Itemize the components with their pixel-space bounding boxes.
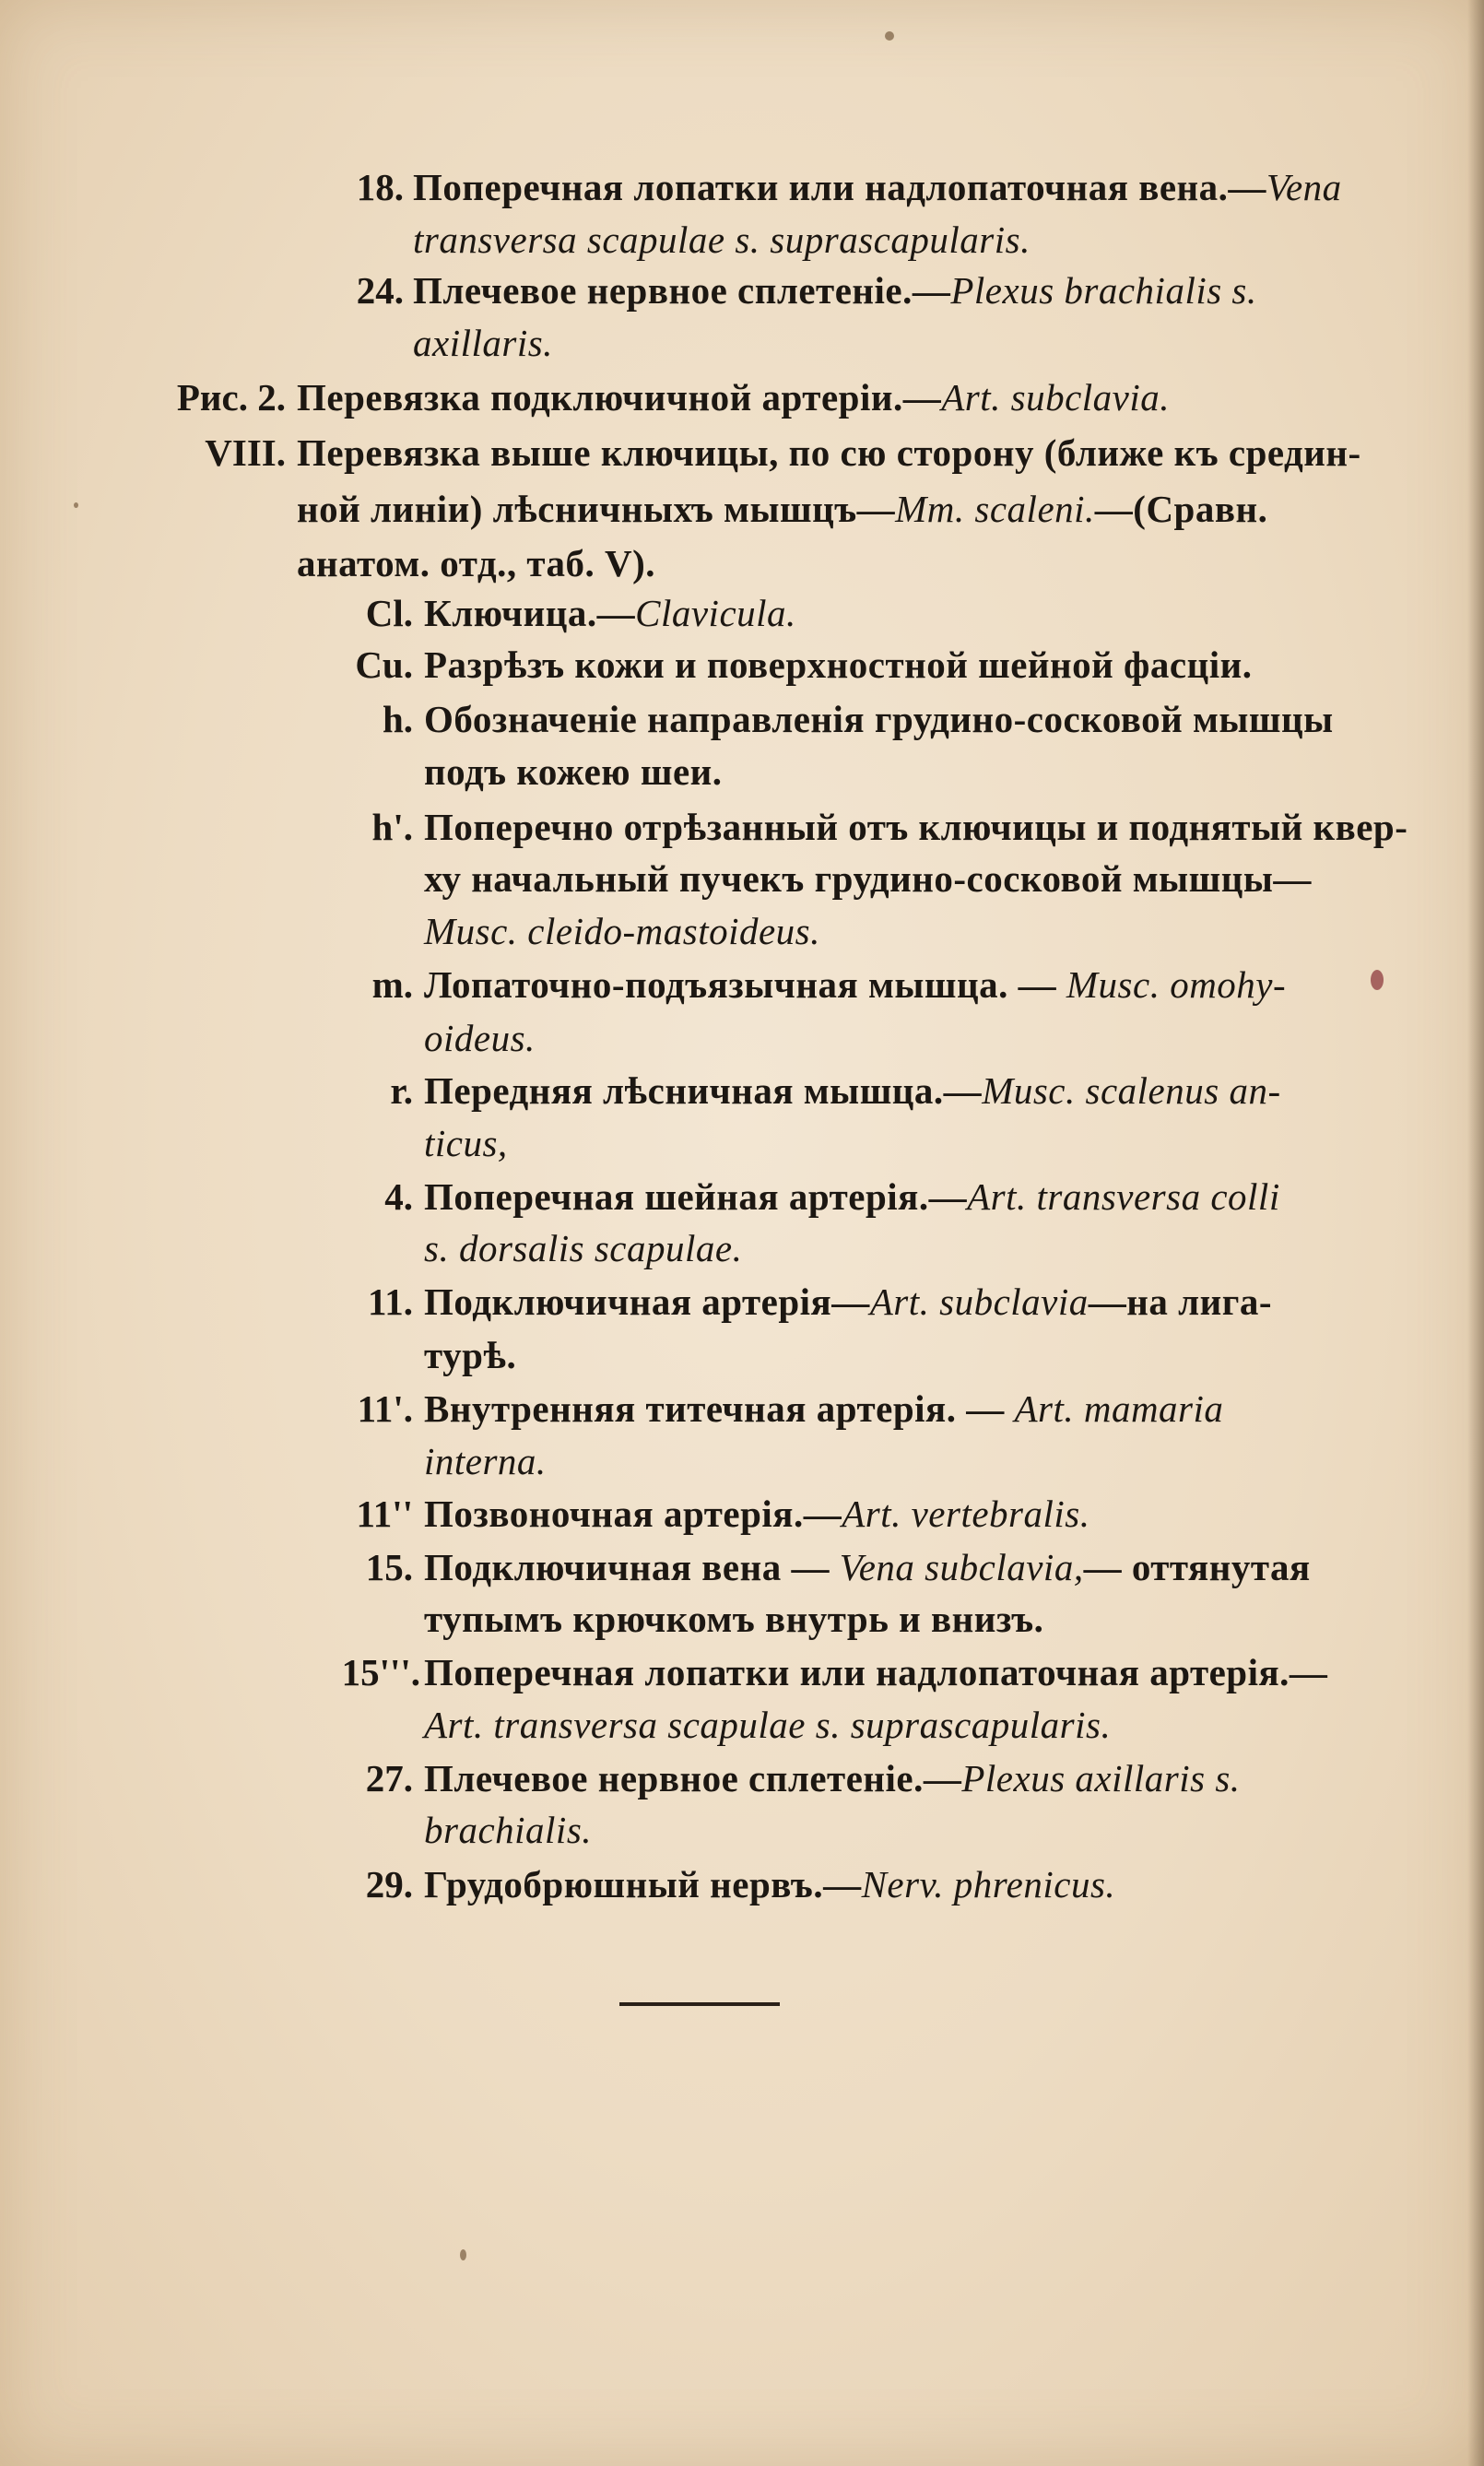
entry-latin: axillaris. xyxy=(413,322,553,364)
entry-number: 27. xyxy=(365,1757,413,1799)
page-edge-shadow xyxy=(1467,0,1484,2466)
entry-latin: Nerv. phrenicus. xyxy=(861,1863,1116,1906)
entry-line xyxy=(424,698,1334,740)
entry-number: 15. xyxy=(365,1546,413,1588)
entry-text: подъ кожею шеи. xyxy=(424,750,723,793)
entry-number: m. xyxy=(371,963,413,1006)
entry-latin: Art. subclavia. xyxy=(941,376,1170,419)
entry-line xyxy=(297,490,1267,528)
entry-line xyxy=(413,166,1342,208)
entry-line xyxy=(424,1122,508,1164)
figure-label: Рис. 2. xyxy=(176,376,286,419)
ink-spot xyxy=(885,31,894,41)
entry-line xyxy=(424,1546,1311,1588)
entry-latin: Plexus brachialis s. xyxy=(950,269,1257,312)
entry-line xyxy=(424,1863,1116,1906)
entry-text: Внутренняя титечная артерія. — xyxy=(424,1387,1015,1430)
entry-latin: Art. transversa colli xyxy=(967,1175,1280,1218)
entry-line xyxy=(424,1651,1328,1693)
entry-line xyxy=(424,1280,1273,1323)
entry-text: Обозначеніе направленія грудино-сосковой мышцы xyxy=(424,698,1334,740)
entry-latin: Vena subclavia, xyxy=(839,1546,1084,1588)
entry-number: 4. xyxy=(384,1175,413,1218)
entry-line xyxy=(424,1600,1043,1638)
entry-latin: ticus, xyxy=(424,1122,508,1164)
ink-spot xyxy=(74,502,78,508)
entry-line xyxy=(424,592,796,634)
entry-text: Подключичная вена — xyxy=(424,1546,840,1588)
entry-line xyxy=(424,1811,592,1849)
entry-text: Позвоночная артерія.— xyxy=(424,1493,842,1535)
entry-latin: Musc. omohy- xyxy=(1066,963,1287,1006)
entry-line xyxy=(424,1334,517,1376)
entry-line xyxy=(413,324,553,362)
entry-text: Грудобрюшный нервъ.— xyxy=(424,1863,862,1906)
entry-line xyxy=(424,1757,1241,1799)
entry-latin: interna. xyxy=(424,1440,547,1482)
entry-line xyxy=(424,1495,1089,1533)
entry-latin: Musc. cleido-mastoideus. xyxy=(424,910,820,952)
entry-line xyxy=(424,1706,1111,1744)
entry-text: Перевязка выше ключицы, по сю сторону (ближе къ средин- xyxy=(297,431,1361,474)
entry-tail: —на лига- xyxy=(1088,1280,1273,1323)
entry-latin: Art. vertebralis. xyxy=(842,1493,1090,1535)
entry-line xyxy=(297,431,1361,474)
entry-line xyxy=(297,542,656,584)
entry-text: Плечевое нервное сплетеніе.— xyxy=(424,1757,962,1799)
entry-line xyxy=(413,269,1257,312)
entry-latin: Mm. scaleni. xyxy=(895,488,1095,530)
entry-number: h. xyxy=(382,698,413,740)
entry-text: Передняя лѣсничная мышца.— xyxy=(424,1069,983,1112)
entry-number: h'. xyxy=(371,806,413,848)
entry-text: Перевязка подключичной артеріи.— xyxy=(297,376,942,419)
entry-latin: Musc. scalenus an- xyxy=(982,1069,1281,1112)
entry-text: тупымъ крючкомъ внутрь и внизъ. xyxy=(424,1598,1044,1640)
entry-text: Плечевое нервное сплетеніе.— xyxy=(413,269,951,312)
entry-text: Поперечно отрѣзанный отъ ключицы и поднятый квер- xyxy=(424,806,1408,848)
entry-text: Поперечная лопатки или надлопаточная вена.— xyxy=(413,166,1266,208)
entry-text: ху начальный пучекъ грудино-сосковой мышцы— xyxy=(424,857,1312,900)
entry-line xyxy=(424,750,723,793)
end-rule xyxy=(619,2002,780,2006)
entry-line xyxy=(424,1175,1280,1218)
entry-number: 15'''. xyxy=(341,1651,420,1693)
entry-latin: brachialis. xyxy=(424,1809,593,1851)
entry-line xyxy=(424,808,1407,846)
entry-number: 29. xyxy=(365,1863,413,1906)
entry-line xyxy=(424,1017,536,1059)
entry-number: 24. xyxy=(356,269,404,312)
entry-text: Поперечная лопатки или надлопаточная артерія.— xyxy=(424,1651,1328,1693)
ink-spot xyxy=(460,2249,466,2260)
entry-latin: Art. subclavia xyxy=(869,1280,1089,1323)
entry-latin: Clavicula. xyxy=(635,592,796,634)
section-number: VIII. xyxy=(205,431,286,474)
entry-text: Лопаточно-подъязычная мышца. — xyxy=(424,963,1066,1006)
entry-text: Разрѣзъ кожи и поверхностной шейной фасціи. xyxy=(424,643,1253,686)
entry-number: 11'. xyxy=(357,1387,413,1430)
entry-number: 18. xyxy=(356,166,404,208)
entry-latin: transversa scapulae s. suprascapularis. xyxy=(413,218,1031,261)
entry-line xyxy=(424,963,1287,1006)
entry-number: r. xyxy=(390,1069,413,1112)
entry-line xyxy=(424,1227,743,1269)
entry-text: Подключичная артерія— xyxy=(424,1280,870,1323)
entry-text: турѣ. xyxy=(424,1334,517,1376)
entry-latin: s. dorsalis scapulae. xyxy=(424,1227,743,1269)
entry-text: Поперечная шейная артерія.— xyxy=(424,1175,968,1218)
entry-latin: Art. transversa scapulae s. suprascapularis. xyxy=(424,1704,1112,1746)
entry-latin: Vena xyxy=(1266,166,1342,208)
entry-line xyxy=(424,1440,547,1482)
entry-tail: —(Сравн. xyxy=(1094,488,1268,530)
entry-number: 11'' xyxy=(356,1493,413,1535)
entry-line xyxy=(297,376,1170,419)
entry-line xyxy=(424,857,1312,900)
entry-text: анатом. отд., таб. V). xyxy=(297,542,656,584)
entry-line xyxy=(424,1387,1224,1430)
entry-line xyxy=(424,643,1253,686)
entry-number: 11. xyxy=(368,1280,413,1323)
entry-latin: Art. mamaria xyxy=(1014,1387,1224,1430)
ink-spot xyxy=(1371,970,1384,990)
entry-latin: oideus. xyxy=(424,1017,536,1059)
entry-line xyxy=(413,218,1031,261)
entry-text: ной линіи) лѣсничныхъ мышцъ— xyxy=(297,488,896,530)
entry-latin: Plexus axillaris s. xyxy=(961,1757,1241,1799)
entry-line xyxy=(424,1069,1281,1112)
entry-tail: — оттянутая xyxy=(1083,1546,1311,1588)
entry-text: Ключица.— xyxy=(424,592,636,634)
entry-number: Cl. xyxy=(365,592,413,634)
entry-line xyxy=(424,910,820,952)
entry-number: Cu. xyxy=(355,643,413,686)
